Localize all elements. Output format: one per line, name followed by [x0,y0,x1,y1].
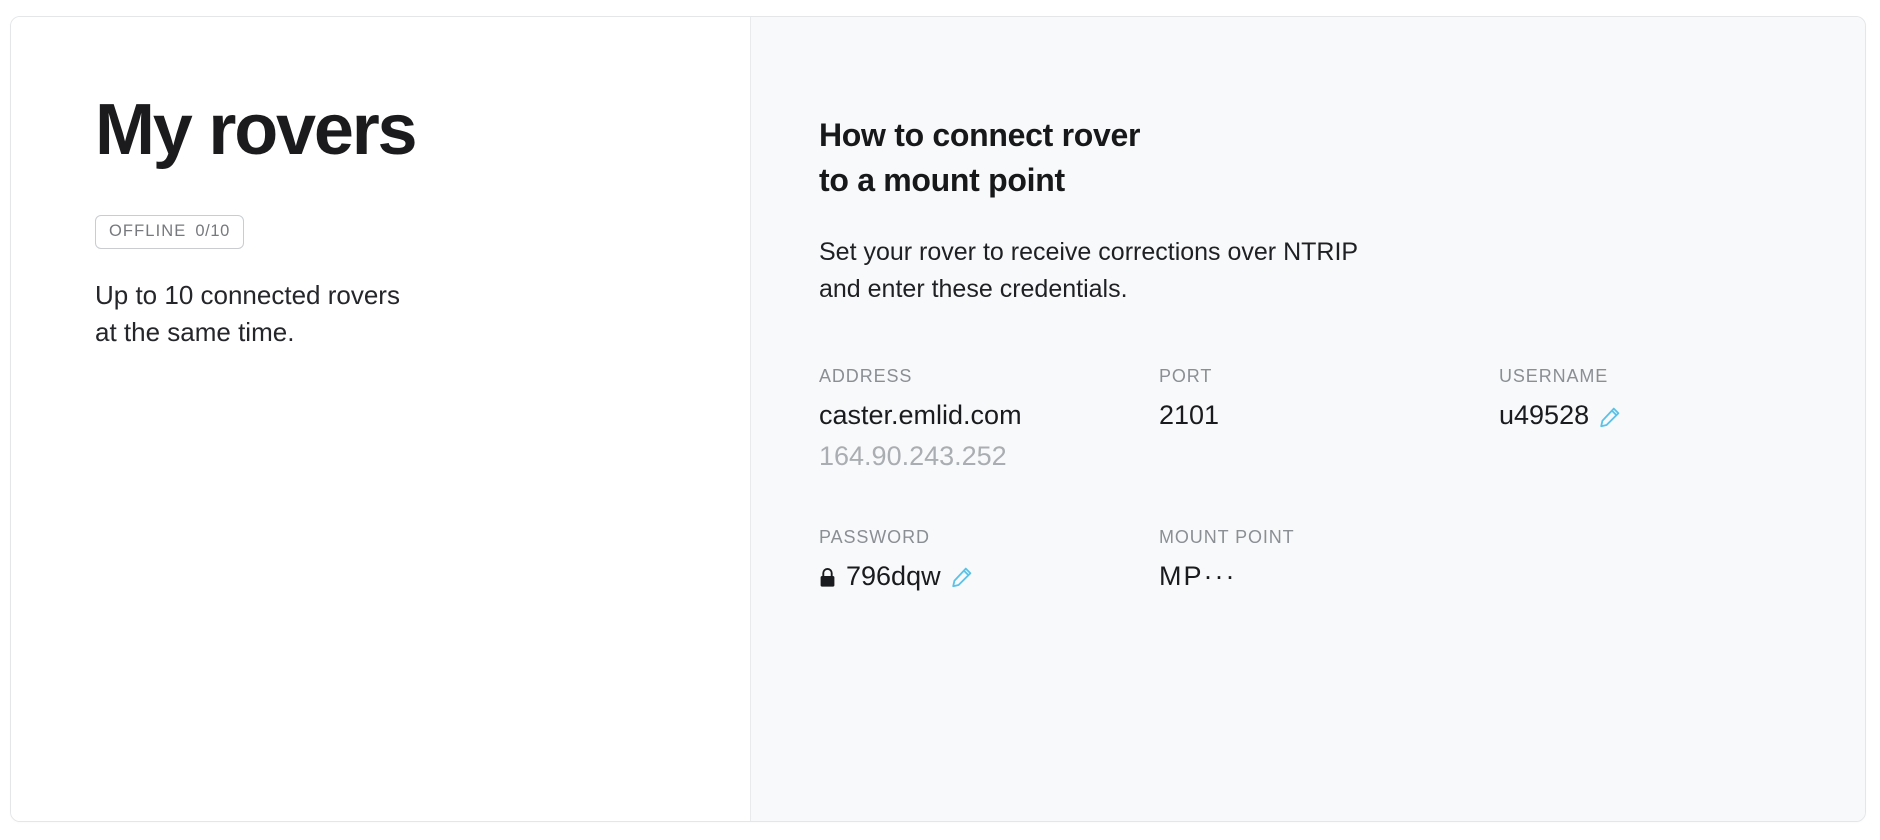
port-field [1159,367,1499,431]
rovers-card [10,16,1866,822]
username-field [1499,367,1679,431]
connect-rover-subtitle-line-1: Set your rover to receive corrections over NTRIP [819,237,1359,266]
credentials-grid [819,367,1679,592]
pencil-icon[interactable] [1599,406,1621,428]
lock-icon [819,567,836,588]
status-badge-count: 0/10 [195,221,230,240]
connect-rover-panel [751,17,1865,821]
mount-point-value-text: MP··· [1159,561,1237,592]
port-label: PORT [1159,366,1213,387]
credentials-row-1 [819,367,1679,472]
mount-point-field [1159,528,1499,592]
connect-rover-subtitle-line-2: and enter these credentials. [819,274,1128,303]
username-value [1499,399,1679,431]
status-badge-state: OFFLINE [109,221,187,240]
rovers-description [95,277,615,352]
status-badge [95,215,244,249]
mount-point-label: MOUNT POINT [1159,527,1295,548]
my-rovers-panel [11,17,751,821]
address-label: ADDRESS [819,366,913,387]
port-value [1159,399,1499,431]
username-value-text: u49528 [1499,400,1590,431]
mount-point-value [1159,560,1499,592]
pencil-icon[interactable] [951,566,973,588]
page-title: My rovers [95,90,416,170]
address-field [819,367,1159,472]
connect-rover-title-line-1: How to connect rover [819,117,1141,153]
credentials-row-2 [819,528,1679,592]
username-label: USERNAME [1499,366,1609,387]
address-value-text: caster.emlid.com [819,400,1022,431]
rovers-description-line-1: Up to 10 connected rovers [95,279,400,310]
password-field [819,528,1159,592]
port-value-text: 2101 [1159,400,1220,431]
address-value [819,399,1159,431]
connect-rover-title [819,113,1865,204]
password-value-text: 796dqw [846,561,941,592]
connect-rover-title-line-2: to a mount point [819,162,1065,199]
address-ip-value: 164.90.243.252 [819,440,1007,471]
password-value [819,560,1159,592]
password-label: PASSWORD [819,527,930,548]
rovers-description-line-2: at the same time. [95,317,295,348]
connect-rover-subtitle [819,234,1865,308]
